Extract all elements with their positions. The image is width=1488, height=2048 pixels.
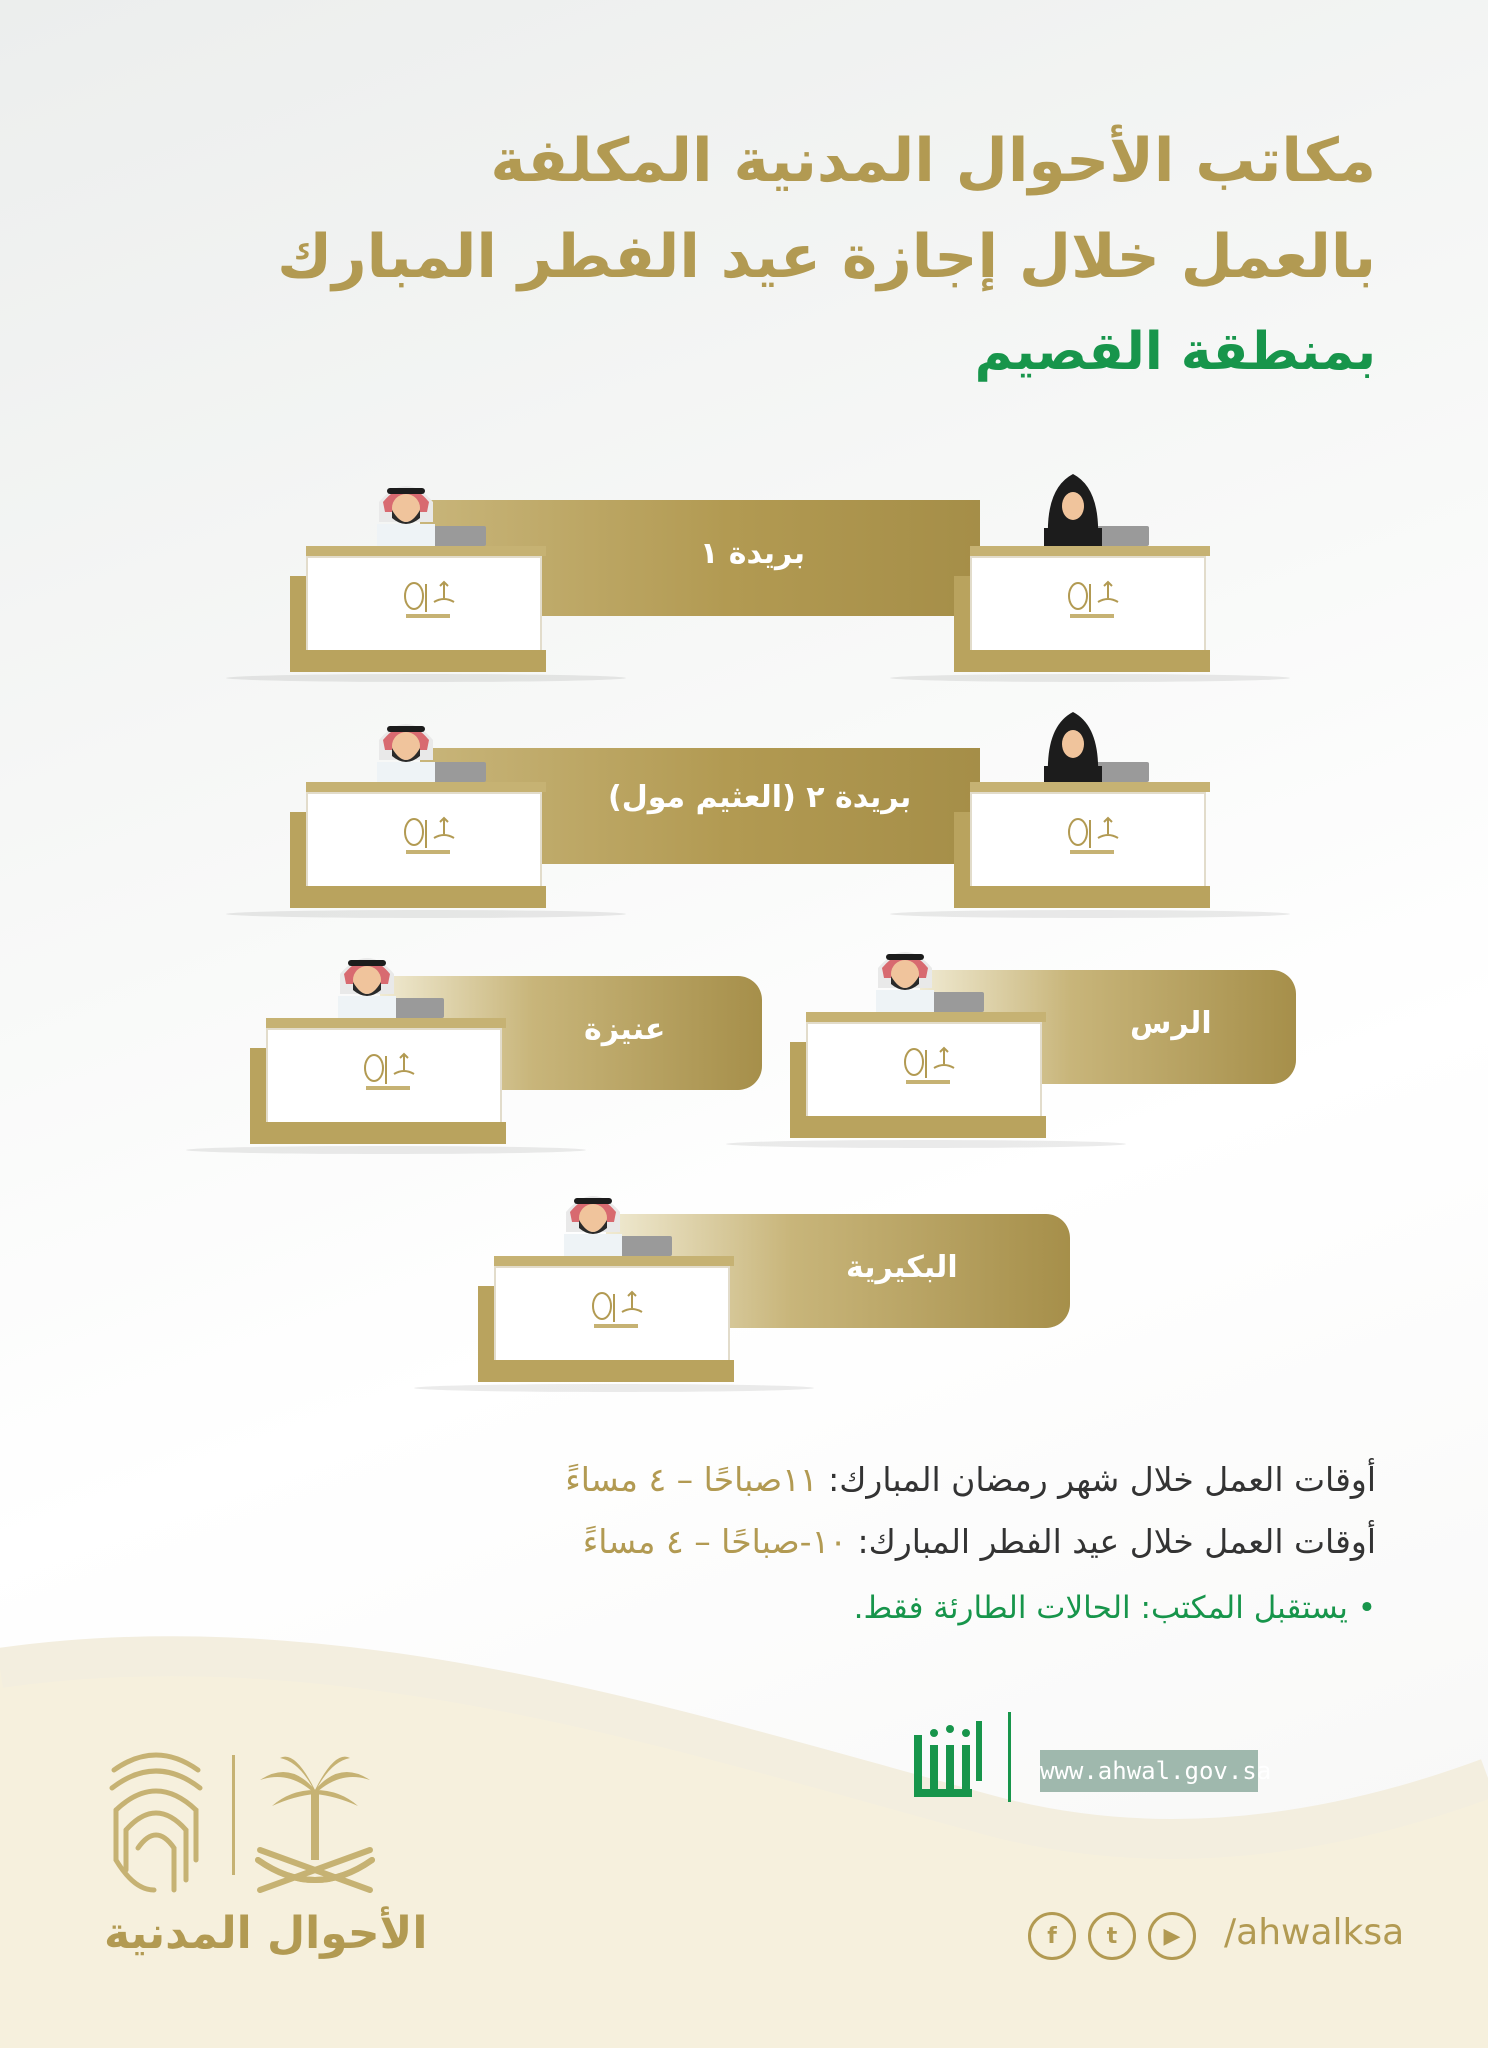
desk — [970, 546, 1210, 672]
youtube-icon[interactable]: ▶ — [1148, 1912, 1196, 1960]
man-icon — [334, 940, 400, 1020]
social-handle[interactable]: /ahwalksa — [1224, 1912, 1405, 1953]
branch-label-buraydah-2: بريدة ٢ (العثيم مول) — [608, 780, 912, 815]
eid-hours — [583, 1522, 1376, 1561]
emblem-icon — [402, 814, 458, 858]
emblem-icon — [362, 1050, 418, 1094]
saudi-emblem-icon — [250, 1750, 380, 1900]
desk — [494, 1256, 734, 1382]
woman-icon — [1040, 468, 1106, 548]
man-icon — [373, 468, 439, 548]
desk — [970, 782, 1210, 908]
ramadan-hours-value: ١١صباحًا – ٤ مساءً — [565, 1460, 818, 1499]
branch-label-buraydah-1: بريدة ١ — [700, 536, 805, 571]
man-icon — [872, 934, 938, 1014]
man-icon — [560, 1178, 626, 1258]
branch-label-al-bukayriyah: البكيرية — [846, 1250, 958, 1285]
man-icon — [373, 706, 439, 786]
facebook-icon[interactable]: f — [1028, 1912, 1076, 1960]
ramadan-hours-label: أوقات العمل خلال شهر رمضان المبارك: — [828, 1460, 1376, 1499]
background-wave — [0, 1598, 1488, 2048]
logo-divider — [232, 1755, 235, 1875]
eid-hours-value: ١٠-صباحًا – ٤ مساءً — [582, 1522, 848, 1561]
desk — [266, 1018, 506, 1144]
absher-logo-icon — [910, 1715, 986, 1810]
emergency-note: • يستقبل المكتب: الحالات الطارئة فقط. — [853, 1590, 1376, 1626]
title-line-2: بالعمل خلال إجازة عيد الفطر المبارك — [277, 222, 1376, 292]
fingerprint-logo-icon — [104, 1740, 208, 1900]
emblem-icon — [590, 1288, 646, 1332]
emblem-icon — [902, 1044, 958, 1088]
desk — [306, 782, 546, 908]
emblem-icon — [1066, 578, 1122, 622]
emblem-icon — [1066, 814, 1122, 858]
website-link[interactable]: www.ahwal.gov.sa — [1040, 1750, 1258, 1792]
desk — [806, 1012, 1046, 1138]
region-subtitle: بمنطقة القصيم — [974, 322, 1376, 382]
title-line-1: مكاتب الأحوال المدنية المكلفة — [490, 126, 1376, 196]
absher-divider — [1008, 1712, 1011, 1802]
twitter-icon[interactable]: t — [1088, 1912, 1136, 1960]
desk — [306, 546, 546, 672]
woman-icon — [1040, 706, 1106, 786]
branch-label-ar-rass: الرس — [1130, 1006, 1212, 1041]
logo-text: الأحوال المدنية — [104, 1908, 428, 1959]
emblem-icon — [402, 578, 458, 622]
eid-hours-label: أوقات العمل خلال عيد الفطر المبارك: — [857, 1522, 1376, 1561]
ramadan-hours — [565, 1460, 1376, 1499]
branch-label-unaizah: عنيزة — [584, 1012, 666, 1047]
